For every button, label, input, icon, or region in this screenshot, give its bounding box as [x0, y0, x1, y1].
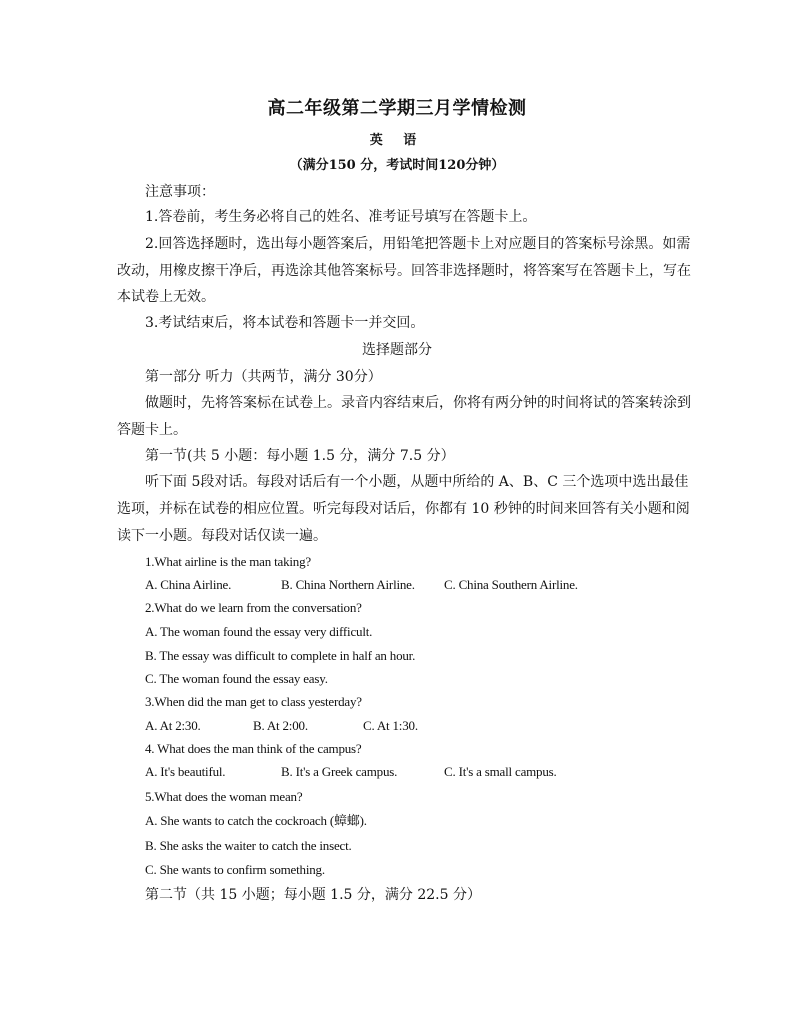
question-3-option-c: C. At 1:30.: [363, 718, 418, 733]
exam-meta: （满分150 分，考试时间120分钟）: [289, 158, 505, 173]
exam-title: 高二年级第二学期三月学情检测: [267, 98, 527, 119]
section2-heading: 第二节（共 15 小题；每小题 1.5 分，满分 22.5 分）: [145, 887, 481, 903]
notes-item-2-line-1: 2.回答选择题时，选出每小题答案后，用铅笔把答题卡上对应题目的答案标号涂黑。如需: [145, 236, 691, 252]
question-3: 3.When did the man get to class yesterday?: [145, 694, 362, 709]
question-5-option-c: C. She wants to confirm something.: [145, 862, 325, 877]
section1-instructions-line-1: 听下面 5段对话。每段对话后有一个小题，从题中所给的 A、B、C 三个选项中选出最佳: [145, 474, 689, 490]
part1-instructions-line-2: 答题卡上。: [117, 422, 187, 438]
notes-item-2-line-2: 改动，用橡皮擦干净后，再选涂其他答案标号。回答非选择题时，将答案写在答题卡上，写在: [117, 263, 691, 279]
question-1-option-c: C. China Southern Airline.: [444, 577, 578, 592]
exam-subject: 英 语: [369, 133, 425, 148]
question-5-option-b: B. She asks the waiter to catch the insect.: [145, 838, 352, 853]
question-2: 2.What do we learn from the conversation?: [145, 600, 362, 615]
question-5: 5.What does the woman mean?: [145, 789, 303, 804]
part1-instructions-line-1: 做题时，先将答案标在试卷上。录音内容结束后，你将有两分钟的时间将试的答案转涂到: [145, 395, 691, 411]
question-4-option-b: B. It's a Greek campus.: [281, 764, 398, 779]
question-4: 4. What does the man think of the campus?: [145, 741, 362, 756]
notes-item-2-line-3: 本试卷上无效。: [117, 289, 215, 305]
question-1-option-a: A. China Airline.: [145, 577, 232, 592]
section1-instructions-line-2: 选项，并标在试卷的相应位置。听完每段对话后，你都有 10 秒钟的时间来回答有关小题和阅: [117, 501, 690, 517]
question-2-option-c: C. The woman found the essay easy.: [145, 671, 328, 686]
notes-item-1: 1.答卷前，考生务必将自己的姓名、准考证号填写在答题卡上。: [145, 209, 537, 225]
question-4-option-a: A. It's beautiful.: [145, 764, 226, 779]
question-2-option-b: B. The essay was difficult to complete in half an hour.: [145, 648, 416, 663]
question-5-option-a: A. She wants to catch the cockroach (蟑螂).: [145, 813, 367, 828]
section-title: 选择题部分: [362, 342, 432, 358]
section1-instructions-line-3: 读下一小题。每段对话仅读一遍。: [117, 528, 327, 544]
part1-heading: 第一部分 听力（共两节，满分 30分）: [145, 369, 382, 385]
question-1-option-b: B. China Northern Airline.: [281, 577, 415, 592]
notes-heading: 注意事项：: [145, 184, 215, 200]
question-3-option-b: B. At 2:00.: [253, 718, 308, 733]
question-4-option-c: C. It's a small campus.: [444, 764, 557, 779]
notes-item-3: 3.考试结束后，将本试卷和答题卡一并交回。: [145, 315, 425, 331]
question-2-option-a: A. The woman found the essay very difficult.: [145, 624, 373, 639]
question-1: 1.What airline is the man taking?: [145, 554, 311, 569]
question-3-option-a: A. At 2:30.: [145, 718, 201, 733]
section1-heading: 第一节(共 5 小题：每小题 1.5 分，满分 7.5 分）: [145, 448, 455, 464]
